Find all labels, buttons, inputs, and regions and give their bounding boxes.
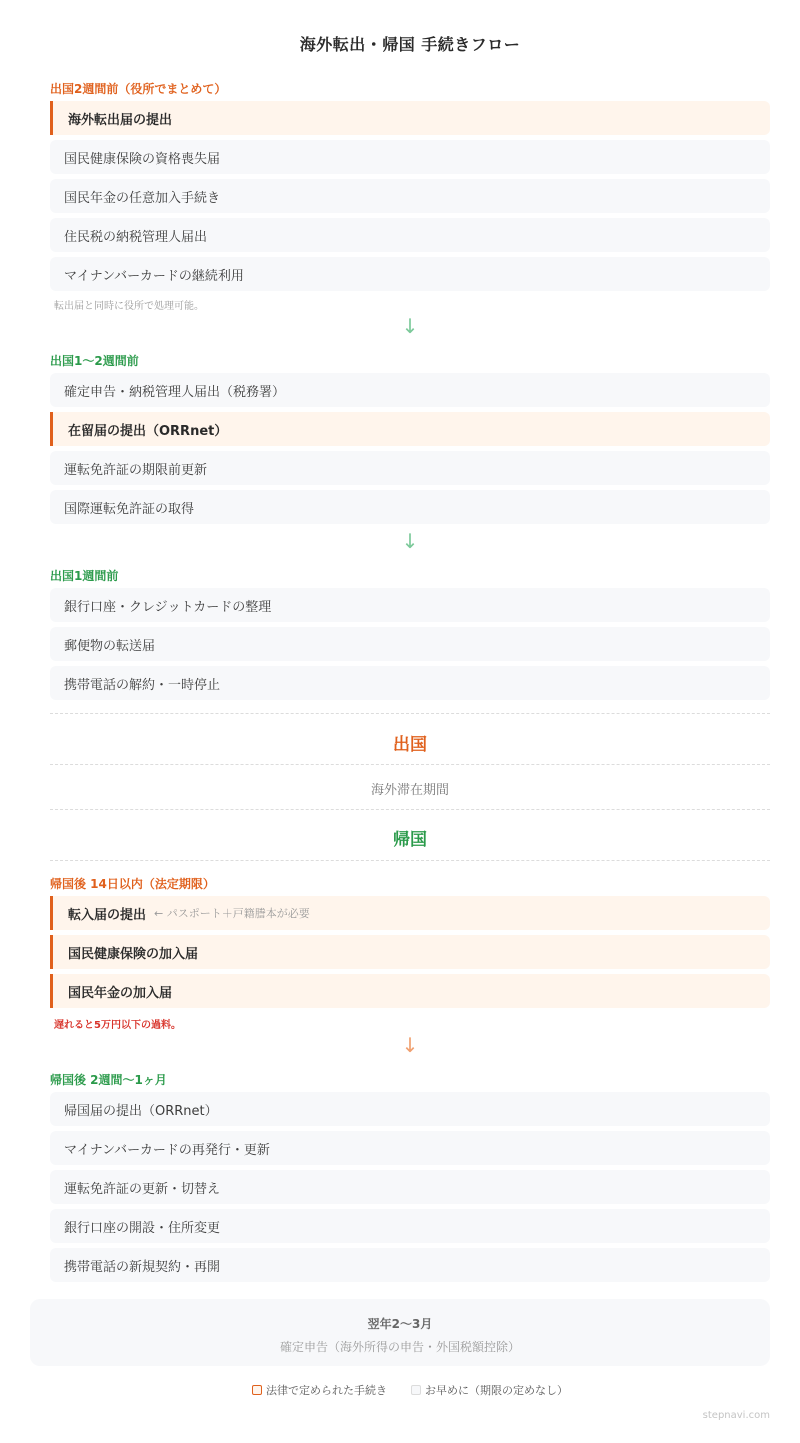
legend-label: 法律で定められた手続き <box>266 1384 387 1397</box>
procedure-item <box>50 218 770 252</box>
procedure-label: マイナンバーカードの再発行・更新 <box>64 1142 270 1158</box>
procedure-label: 銀行口座の開設・住所変更 <box>64 1220 221 1236</box>
down-arrow-icon: ↓ <box>401 529 419 553</box>
penalty-warning: 遅れると5万円以下の過料。 <box>54 1020 181 1031</box>
legend-entry-legal <box>252 1382 387 1398</box>
procedure-label: 国際運転免許証の取得 <box>64 501 195 517</box>
section-note: 転出届と同時に役所で処理可能。 <box>54 301 204 312</box>
procedure-item-legal <box>50 935 770 969</box>
procedure-label: 国民健康保険の資格喪失届 <box>64 151 221 167</box>
procedure-item <box>50 140 770 174</box>
procedure-item <box>50 1209 770 1243</box>
procedure-item <box>50 666 770 700</box>
section-label: 帰国後 14日以内（法定期限） <box>50 877 215 891</box>
procedure-item <box>50 1248 770 1282</box>
procedure-item <box>50 490 770 524</box>
procedure-label: マイナンバーカードの継続利用 <box>64 268 244 284</box>
procedure-label: 運転免許証の更新・切替え <box>64 1181 221 1197</box>
legal-swatch-icon <box>252 1385 262 1395</box>
procedure-label: 国民健康保険の加入届 <box>68 946 199 962</box>
procedure-item <box>50 179 770 213</box>
procedure-item <box>50 588 770 622</box>
procedure-label: 帰国届の提出（ORRnet） <box>64 1103 218 1119</box>
section-label: 帰国後 2週間〜1ヶ月 <box>50 1073 167 1087</box>
procedure-label: 携帯電話の解約・一時停止 <box>64 677 221 693</box>
site-watermark: stepnavi.com <box>702 1410 770 1421</box>
procedure-label: 確定申告・納税管理人届出（税務署） <box>64 384 286 400</box>
procedure-item-legal <box>50 974 770 1008</box>
procedure-item <box>50 451 770 485</box>
procedure-note: ← パスポート＋戸籍謄本が必要 <box>154 907 310 920</box>
section-label: 出国2週間前（役所でまとめて） <box>50 82 227 96</box>
procedure-item <box>50 373 770 407</box>
procedure-label: 海外転出届の提出 <box>68 112 173 128</box>
tax-return-period: 翌年2〜3月 <box>367 1317 433 1331</box>
legend-entry-early <box>411 1382 568 1398</box>
legend <box>50 1382 770 1398</box>
down-arrow-icon: ↓ <box>401 314 419 338</box>
procedure-item <box>50 1170 770 1204</box>
procedure-label: 国民年金の任意加入手続き <box>64 190 221 206</box>
procedure-label: 運転免許証の期限前更新 <box>64 462 208 478</box>
procedure-label: 郵便物の転送届 <box>64 638 156 654</box>
divider <box>50 713 770 714</box>
procedure-item <box>50 1131 770 1165</box>
divider <box>50 809 770 810</box>
procedure-item <box>50 627 770 661</box>
divider <box>50 860 770 861</box>
procedure-label: 携帯電話の新規契約・再開 <box>64 1259 221 1275</box>
tax-return-description: 確定申告（海外所得の申告・外国税額控除） <box>279 1340 520 1354</box>
procedure-item <box>50 257 770 291</box>
procedure-label: 在留届の提出（ORRnet） <box>68 423 228 439</box>
return-milestone: 帰国 <box>393 830 427 850</box>
divider <box>50 764 770 765</box>
legend-label: お早めに（期限の定めなし） <box>425 1384 568 1397</box>
tax-return-box <box>30 1299 770 1366</box>
procedure-label: 住民税の納税管理人届出 <box>64 229 208 245</box>
overseas-stay-label: 海外滞在期間 <box>370 783 449 798</box>
procedure-label: 国民年金の加入届 <box>68 985 173 1001</box>
departure-milestone: 出国 <box>393 735 427 755</box>
procedure-item-legal <box>50 896 770 930</box>
page-title: 海外転出・帰国 手続きフロー <box>299 35 521 54</box>
procedure-item <box>50 1092 770 1126</box>
procedure-label: 銀行口座・クレジットカードの整理 <box>64 599 272 615</box>
section-label: 出国1週間前 <box>50 569 119 583</box>
early-swatch-icon <box>411 1385 421 1395</box>
section-label: 出国1〜2週間前 <box>50 354 139 368</box>
procedure-item-legal <box>50 412 770 446</box>
procedure-label: 転入届の提出 <box>68 907 147 923</box>
down-arrow-icon: ↓ <box>401 1033 419 1057</box>
procedure-item-legal <box>50 101 770 135</box>
